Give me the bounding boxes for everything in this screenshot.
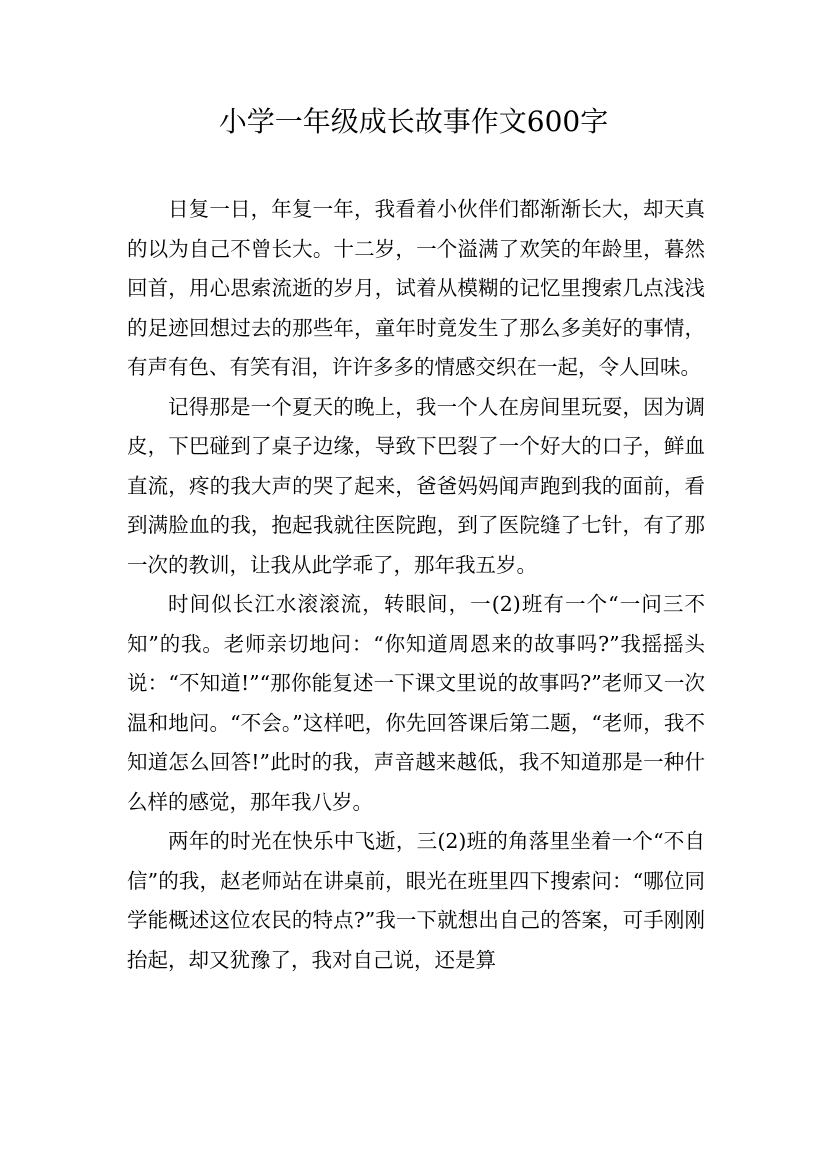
paragraph-4: 两年的时光在快乐中飞逝，三(2)班的角落里坐着一个“不自信”的我，赵老师站在讲桌前，眼光在班里四下搜索问：“哪位同学能概述这位农民的特点?”我一下就想出自己的答案，可手刚刚抬起，却又犹豫了，我对自己说，还是算 [127, 829, 705, 972]
paragraph-2: 记得那是一个夏天的晚上，我一个人在房间里玩耍，因为调皮，下巴碰到了桌子边缘，导致下巴裂了一个好大的口子，鲜血直流，疼的我大声的哭了起来，爸爸妈妈闻声跑到我的面前，看到满脸血的我，抱起我就往医院跑，到了医院缝了七针，有了那一次的教训，让我从此学乖了，那年我五岁。 [127, 394, 705, 577]
paragraph-3: 时间似长江水滚滚流，转眼间，一(2)班有一个“一问三不知”的我。老师亲切地问：“你知道周恩来的故事吗?”我摇摇头说：“不知道!”“那你能复述一下课文里说的故事吗?”老师又一次温和地问。“不会。”这样吧，你先回答课后第二题，“老师，我不知道怎么回答!”此时的我，声音越来越低，我不知道那是一种什么样的感觉，那年我八岁。 [127, 592, 705, 814]
paragraph-1: 日复一日，年复一年，我看着小伙伴们都渐渐长大，却天真的以为自己不曾长大。十二岁，一个溢满了欢笑的年龄里，暮然回首，用心思索流逝的岁月，试着从模糊的记忆里搜索几点浅浅的足迹回想过去的那些年，童年时竟发生了那么多美好的事情，有声有色、有笑有泪，许许多多的情感交织在一起，令人回味。 [127, 197, 705, 379]
document-body [127, 190, 705, 980]
document-title: 小学一年级成长故事作文600字 [218, 105, 609, 138]
